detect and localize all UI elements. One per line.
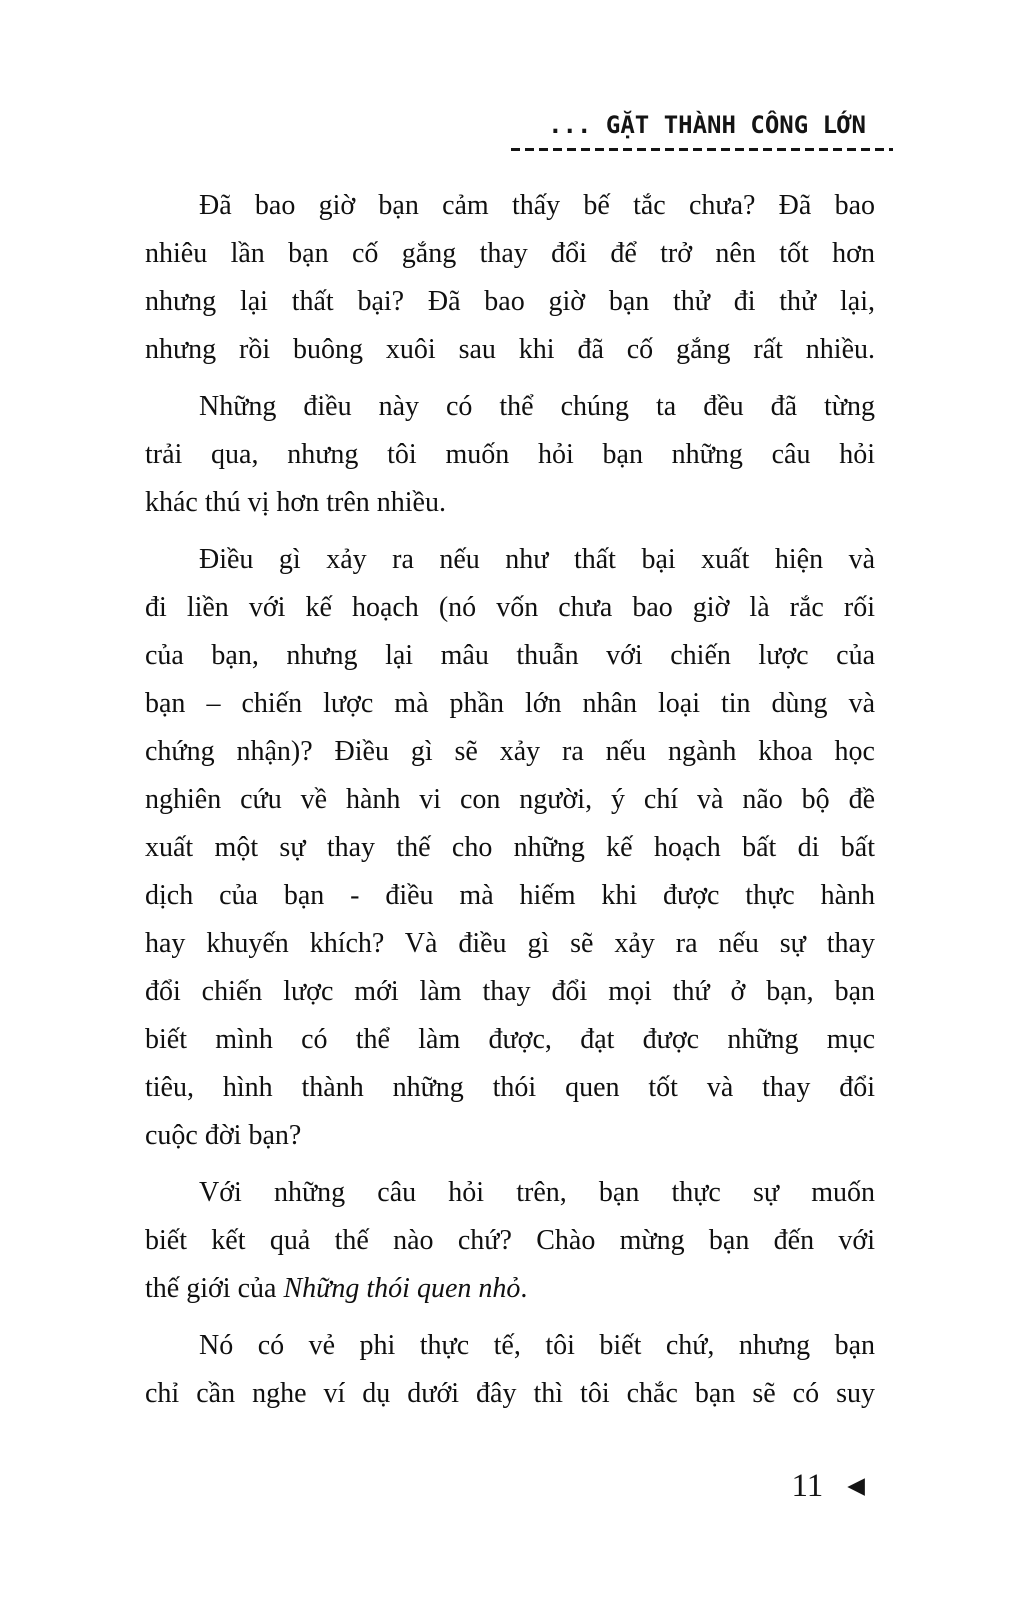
- text-segment: đổi chiến lược mới làm thay đổi mọi thứ ở bạn, bạn: [145, 976, 875, 1007]
- text-segment: Điều gì xảy ra nếu như thất bại xuất hiện và: [199, 544, 875, 575]
- text-segment: thế giới của: [145, 1273, 284, 1304]
- text-line: [145, 1016, 875, 1064]
- text-line: [145, 230, 875, 278]
- text-segment: bạn – chiến lược mà phần lớn nhân loại tin dùng và: [145, 688, 875, 719]
- paragraph: [145, 182, 875, 374]
- text-line: [145, 1169, 875, 1217]
- text-segment: nghiên cứu về hành vi con người, ý chí và não bộ đề: [145, 784, 875, 815]
- text-segment: cuộc đời bạn?: [145, 1120, 302, 1151]
- text-segment: nhiêu lần bạn cố gắng thay đổi để trở nên tốt hơn: [145, 238, 875, 269]
- text-segment: nhưng rồi buông xuôi sau khi đã cố gắng rất nhiều.: [145, 334, 875, 365]
- text-line: [145, 632, 875, 680]
- text-line: [145, 182, 875, 230]
- text-line: [145, 1112, 875, 1160]
- text-segment: Nó có vẻ phi thực tế, tôi biết chứ, nhưng bạn: [199, 1330, 875, 1361]
- text-segment: Với những câu hỏi trên, bạn thực sự muốn: [199, 1177, 875, 1208]
- text-line: [145, 728, 875, 776]
- text-segment: hay khuyến khích? Và điều gì sẽ xảy ra nếu sự thay: [145, 928, 875, 959]
- text-line: [145, 584, 875, 632]
- running-header-title: ... GẶT THÀNH CÔNG LỚN: [548, 111, 866, 139]
- text-segment: biết mình có thể làm được, đạt được những mục: [145, 1024, 875, 1055]
- text-line: [145, 872, 875, 920]
- text-line: [145, 278, 875, 326]
- paragraph: [145, 1169, 875, 1313]
- text-segment: chứng nhận)? Điều gì sẽ xảy ra nếu ngành khoa học: [145, 736, 875, 767]
- page-number: 11: [791, 1468, 824, 1504]
- text-line: [145, 1217, 875, 1265]
- text-segment: tiêu, hình thành những thói quen tốt và thay đổi: [145, 1072, 875, 1103]
- text-line: [145, 536, 875, 584]
- left-triangle-icon: ◀: [847, 1473, 865, 1499]
- text-line: [145, 824, 875, 872]
- page-footer: [792, 1466, 865, 1506]
- text-segment: nhưng lại thất bại? Đã bao giờ bạn thử đi thử lại,: [145, 286, 875, 317]
- text-segment: .: [520, 1273, 528, 1304]
- header-dashed-rule: [511, 148, 893, 151]
- text-segment: của bạn, nhưng lại mâu thuẫn với chiến lược của: [145, 640, 875, 671]
- paragraph: [145, 536, 875, 1160]
- text-segment: khác thú vị hơn trên nhiều.: [145, 487, 446, 518]
- paragraph: [145, 383, 875, 527]
- text-line: [145, 1265, 875, 1313]
- text-line: [145, 920, 875, 968]
- text-segment: biết kết quả thế nào chứ? Chào mừng bạn đến với: [145, 1225, 875, 1256]
- body-text: [145, 182, 875, 1427]
- text-line: [145, 1064, 875, 1112]
- text-segment: Đã bao giờ bạn cảm thấy bế tắc chưa? Đã bao: [199, 190, 875, 221]
- text-line: [145, 383, 875, 431]
- paragraph: [145, 1322, 875, 1418]
- text-line: [145, 479, 875, 527]
- text-segment: xuất một sự thay thế cho những kế hoạch bất di bất: [145, 832, 875, 863]
- text-line: [145, 1322, 875, 1370]
- text-segment: trải qua, nhưng tôi muốn hỏi bạn những câu hỏi: [145, 439, 875, 470]
- text-segment: Những điều này có thể chúng ta đều đã từng: [199, 391, 875, 422]
- text-line: [145, 1370, 875, 1418]
- text-line: [145, 776, 875, 824]
- text-segment: chỉ cần nghe ví dụ dưới đây thì tôi chắc bạn sẽ có suy: [145, 1378, 875, 1409]
- text-segment: đi liền với kế hoạch (nó vốn chưa bao giờ là rắc rối: [145, 592, 875, 623]
- text-line: [145, 968, 875, 1016]
- text-line: [145, 431, 875, 479]
- text-line: [145, 326, 875, 374]
- text-line: [145, 680, 875, 728]
- book-title-italic: Những thói quen nhỏ: [283, 1273, 521, 1304]
- text-segment: dịch của bạn - điều mà hiếm khi được thực hành: [145, 880, 875, 911]
